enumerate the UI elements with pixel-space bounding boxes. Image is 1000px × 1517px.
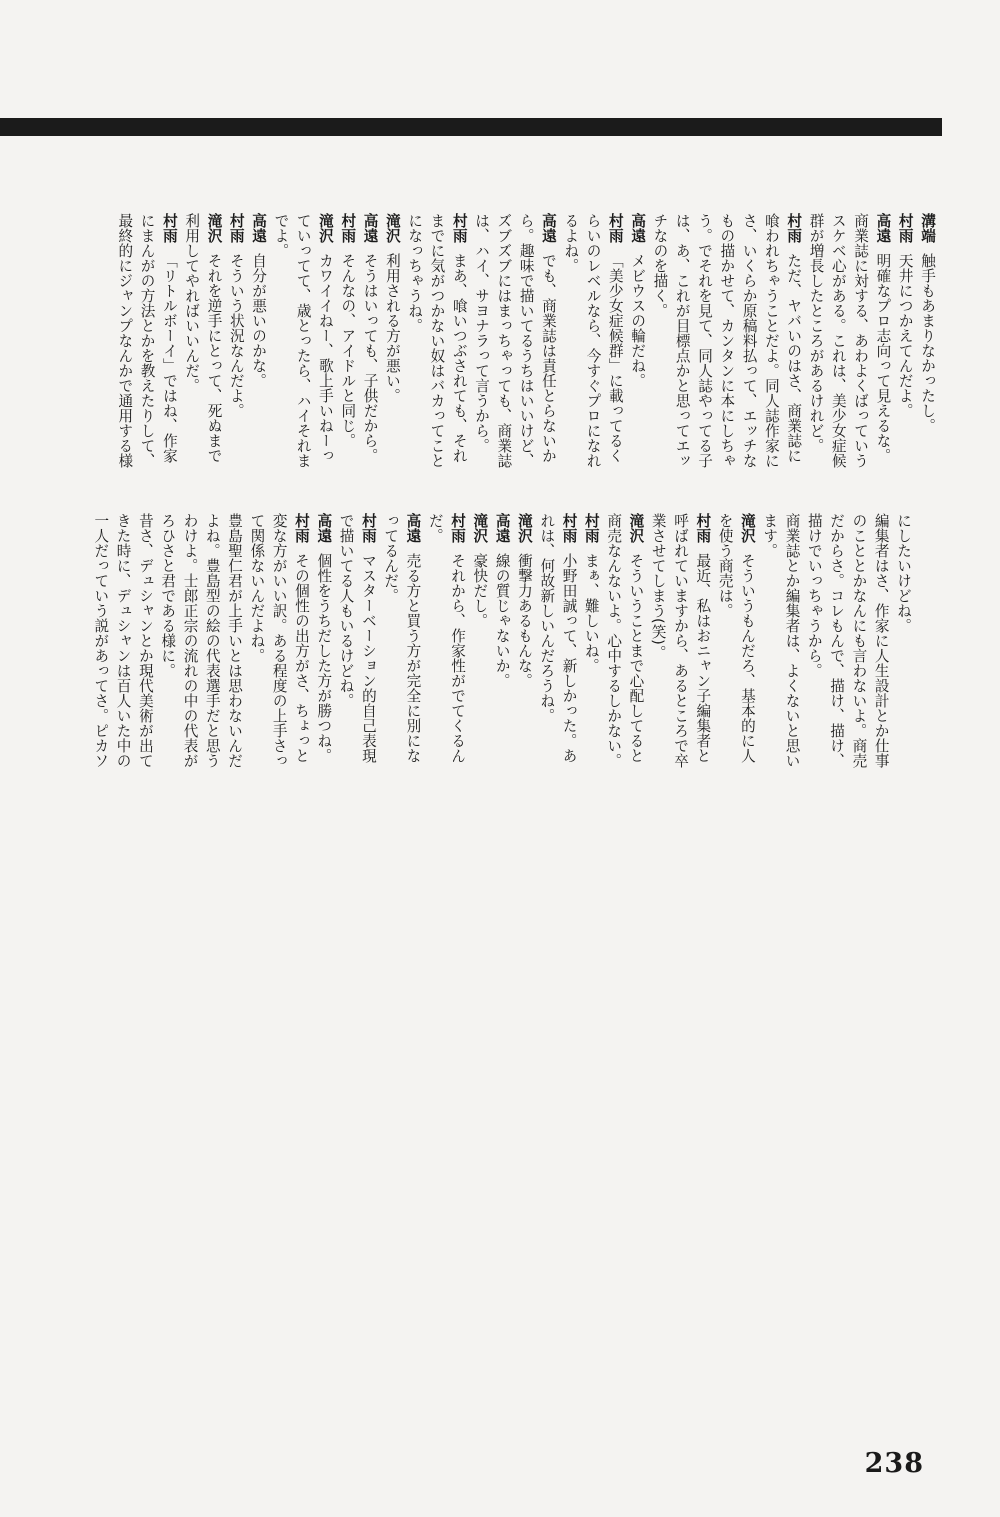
text-line bbox=[670, 213, 692, 501]
text-line bbox=[535, 513, 557, 801]
line-text: まあ、喰いつぶされても、それ bbox=[450, 253, 468, 464]
text-line bbox=[180, 213, 202, 501]
text-line bbox=[247, 213, 269, 501]
text-line bbox=[290, 513, 312, 801]
line-text: 自分が悪いのかな。 bbox=[250, 253, 268, 389]
line-text: 「リトルボーイ」ではね、作家 bbox=[160, 253, 178, 464]
speaker-name: 高遠 bbox=[404, 513, 422, 543]
line-text: 「美少女症候群」に載ってるく bbox=[606, 253, 624, 464]
speaker-name: 滝沢 bbox=[515, 513, 533, 543]
text-line bbox=[691, 513, 713, 801]
text-line bbox=[446, 513, 468, 801]
text-line bbox=[134, 513, 156, 801]
line-text: そんなの、アイドルと同じ。 bbox=[339, 253, 357, 449]
line-text: メビウスの輪だね。 bbox=[629, 253, 647, 389]
line-text: それから、作家性がでてくるん bbox=[449, 553, 467, 764]
text-line bbox=[470, 213, 492, 501]
line-text: ます。 bbox=[761, 513, 779, 558]
line-text: で描いてる人もいるけどね。 bbox=[337, 513, 355, 708]
speaker-name: 滝沢 bbox=[627, 513, 645, 543]
text-line bbox=[312, 513, 334, 801]
text-line bbox=[490, 513, 512, 801]
text-line bbox=[871, 213, 893, 501]
line-text: マスターベーション的自己表現 bbox=[359, 553, 377, 764]
text-line bbox=[893, 213, 915, 501]
speaker-name: 高遠 bbox=[361, 213, 379, 243]
line-text: わけよ。士郎正宗の流れの中の代表が bbox=[181, 513, 199, 768]
text-line bbox=[468, 513, 490, 801]
speaker-name: 高遠 bbox=[315, 513, 333, 543]
text-line bbox=[379, 513, 401, 801]
text-line bbox=[267, 513, 289, 801]
text-line bbox=[736, 513, 758, 801]
line-text: 変な方がいい訳。ある程度の上手さっ bbox=[270, 513, 288, 768]
text-line bbox=[737, 213, 759, 501]
line-text: 利用される方が悪い。 bbox=[383, 253, 401, 404]
text-line bbox=[804, 213, 826, 501]
text-line bbox=[758, 513, 780, 801]
text-line bbox=[782, 213, 804, 501]
text-line bbox=[869, 513, 891, 801]
line-text: チなのを描く。 bbox=[651, 213, 669, 318]
line-text: 衝撃力あるもんな。 bbox=[515, 553, 533, 689]
text-line bbox=[158, 213, 180, 501]
line-text: にまんがの方法とかを教えたりして、 bbox=[138, 213, 156, 468]
text-line bbox=[111, 513, 133, 801]
text-line bbox=[803, 513, 825, 801]
text-line bbox=[178, 513, 200, 801]
line-text: もの描かせて、カンタンに本にしちゃ bbox=[718, 213, 736, 468]
text-line bbox=[557, 513, 579, 801]
text-line bbox=[715, 213, 737, 501]
text-line bbox=[604, 213, 626, 501]
text-line bbox=[669, 513, 691, 801]
line-text: スケベ心がある。これは、美少女症候 bbox=[829, 213, 847, 468]
line-text: よね。豊島型の絵の代表選手だと思う bbox=[203, 513, 221, 768]
speaker-name: 村雨 bbox=[606, 213, 624, 243]
line-text: 昔さ、デュシャンとか現代美術が出て bbox=[136, 513, 154, 768]
line-text: 描けでいっちゃうから。 bbox=[805, 513, 823, 678]
line-text: きた時に、デュシャンは百人いた中の bbox=[114, 513, 132, 768]
text-line bbox=[580, 513, 602, 801]
speaker-name: 村雨 bbox=[227, 213, 245, 243]
line-text: だ。 bbox=[426, 513, 444, 543]
speaker-name: 高遠 bbox=[629, 213, 647, 243]
line-text: 豪快だし。 bbox=[471, 553, 489, 629]
text-line bbox=[646, 513, 668, 801]
speaker-name: 滝沢 bbox=[738, 513, 756, 543]
text-line bbox=[693, 213, 715, 501]
line-text: でよ。 bbox=[272, 213, 290, 258]
text-line bbox=[291, 213, 313, 501]
text-line bbox=[760, 213, 782, 501]
line-text: は、あ、これが目標点かと思ってエッ bbox=[673, 213, 691, 468]
line-text: 利用してやればいいんだ。 bbox=[183, 213, 201, 393]
text-line bbox=[202, 213, 224, 501]
line-text: を使う商売は。 bbox=[716, 513, 734, 618]
text-line bbox=[334, 513, 356, 801]
line-text: カワイイねー、歌上手いねーっ bbox=[316, 253, 334, 464]
text-line bbox=[381, 213, 403, 501]
text-line bbox=[648, 213, 670, 501]
text-line bbox=[713, 513, 735, 801]
line-text: 商売なんないよ。心中するしかない。 bbox=[605, 513, 623, 768]
text-line bbox=[113, 213, 135, 501]
text-line bbox=[916, 213, 938, 501]
text-line bbox=[135, 213, 157, 501]
line-text: 個性をうちだした方が勝つね。 bbox=[315, 553, 333, 764]
line-text: 最近、私はおニャン子編集者と bbox=[694, 553, 712, 764]
line-text: ってるんだ。 bbox=[382, 513, 400, 603]
speaker-name: 滝沢 bbox=[471, 513, 489, 543]
speaker-name: 村雨 bbox=[896, 213, 914, 243]
line-text: 最終的にジャンプなんかで通用する様 bbox=[116, 213, 134, 468]
text-line bbox=[89, 513, 111, 801]
text-line bbox=[223, 513, 245, 801]
line-text: 線の質じゃないか。 bbox=[493, 553, 511, 689]
line-text: は、ハイ、サヨナラって言うから。 bbox=[473, 213, 491, 453]
text-line bbox=[537, 213, 559, 501]
line-text: 呼ばれていますから、あるところで卒 bbox=[672, 513, 690, 768]
line-text: ていってて、歳とったら、ハイそれま bbox=[294, 213, 312, 468]
line-text: 商業誌に対する、あわよくばっていう bbox=[852, 213, 870, 468]
text-line bbox=[849, 213, 871, 501]
line-text: そういう状況なんだよ。 bbox=[227, 253, 245, 419]
line-text: るよね。 bbox=[562, 213, 580, 273]
line-text: までに気がつかない奴はバカってこと bbox=[428, 213, 446, 468]
speaker-name: 村雨 bbox=[694, 513, 712, 543]
speaker-name: 村雨 bbox=[785, 213, 803, 243]
line-text: 喰われちゃうことだよ。同人誌作家に bbox=[762, 213, 780, 468]
line-text: のこととかなんにも言わないよ。商売 bbox=[850, 513, 868, 768]
speaker-name: 溝端 bbox=[919, 213, 936, 243]
text-line bbox=[780, 513, 802, 801]
line-text: 豊島聖仁君が上手いとは思わないんだ bbox=[226, 513, 244, 768]
text-line bbox=[201, 513, 223, 801]
line-text: 触手もあまりなかったし。 bbox=[919, 253, 936, 434]
line-text: ズブズブにはまっちゃっても、商業誌 bbox=[495, 213, 513, 468]
text-line bbox=[602, 513, 624, 801]
text-line bbox=[892, 513, 914, 801]
speaker-name: 村雨 bbox=[359, 513, 377, 543]
speaker-name: 村雨 bbox=[582, 513, 600, 543]
line-text: その個性の出方がさ、ちょっと bbox=[292, 553, 310, 764]
text-line bbox=[357, 513, 379, 801]
text-line bbox=[269, 213, 291, 501]
line-text: ただ、ヤバいのはさ、商業誌に bbox=[785, 253, 803, 464]
line-text: らいのレベルなら、今すぐプロになれ bbox=[584, 213, 602, 468]
speaker-name: 村雨 bbox=[292, 513, 310, 543]
line-text: そうはいっても、子供だから。 bbox=[361, 253, 379, 464]
text-line bbox=[559, 213, 581, 501]
text-column-lower bbox=[74, 513, 914, 801]
speaker-name: 高遠 bbox=[539, 213, 557, 243]
line-text: 天井につかえてんだよ。 bbox=[896, 253, 914, 419]
line-text: ろひさと君である様に。 bbox=[159, 513, 177, 678]
speaker-name: 村雨 bbox=[450, 213, 468, 243]
speaker-name: 滝沢 bbox=[205, 213, 223, 243]
header-rule bbox=[0, 118, 942, 136]
line-text: 一人だっていう説があってさ。ピカソ bbox=[92, 513, 110, 768]
text-line bbox=[624, 513, 646, 801]
speaker-name: 村雨 bbox=[449, 513, 467, 543]
text-line bbox=[827, 213, 849, 501]
text-line bbox=[581, 213, 603, 501]
speaker-name: 滝沢 bbox=[383, 213, 401, 243]
text-line bbox=[245, 513, 267, 801]
text-line bbox=[156, 513, 178, 801]
line-text: そういうもんだろ、基本的に人 bbox=[738, 553, 756, 764]
line-text: 明確なプロ志向って見えるな。 bbox=[874, 253, 892, 464]
text-line bbox=[401, 513, 423, 801]
page-number: 238 bbox=[864, 1448, 924, 1479]
line-text: 編集者はさ、作家に人生設計とか仕事 bbox=[872, 513, 890, 768]
line-text: 商業誌とか編集者は、よくないと思い bbox=[783, 513, 801, 768]
line-text: さ、いくらか原稿料払って、エッチな bbox=[740, 213, 758, 468]
line-text: でも、商業誌は責任とらないか bbox=[539, 253, 557, 464]
line-text: ら。趣味で描いてるうちはいいけど、 bbox=[517, 213, 535, 468]
text-line bbox=[423, 513, 445, 801]
line-text: にしたいけどね。 bbox=[895, 513, 912, 633]
line-text: 売る方と買う方が完全に別にな bbox=[404, 553, 422, 764]
text-line bbox=[825, 513, 847, 801]
speaker-name: 高遠 bbox=[250, 213, 268, 243]
text-line bbox=[403, 213, 425, 501]
line-text: れは、何故新しいんだろうね。 bbox=[538, 513, 556, 723]
line-text: になっちゃうね。 bbox=[406, 213, 424, 333]
speaker-name: 村雨 bbox=[339, 213, 357, 243]
text-line bbox=[225, 213, 247, 501]
line-text: それを逆手にとって、死ぬまで bbox=[205, 253, 223, 464]
text-line bbox=[314, 213, 336, 501]
text-line bbox=[847, 513, 869, 801]
text-line bbox=[514, 213, 536, 501]
text-line bbox=[492, 213, 514, 501]
text-line bbox=[626, 213, 648, 501]
speaker-name: 村雨 bbox=[560, 513, 578, 543]
text-line bbox=[336, 213, 358, 501]
line-text: 群が増長したところがあるけれど。 bbox=[807, 213, 825, 453]
text-line bbox=[447, 213, 469, 501]
line-text: て関係ないんだよね。 bbox=[248, 513, 266, 663]
text-line bbox=[513, 513, 535, 801]
text-line bbox=[358, 213, 380, 501]
line-text: そういうことまで心配してると bbox=[627, 553, 645, 764]
text-line bbox=[425, 213, 447, 501]
line-text: う。でそれを見て、同人誌やってる子 bbox=[696, 213, 714, 468]
speaker-name: 滝沢 bbox=[316, 213, 334, 243]
speaker-name: 高遠 bbox=[874, 213, 892, 243]
line-text: 小野田誠って、新しかった。あ bbox=[560, 553, 578, 764]
text-column-upper bbox=[58, 213, 938, 501]
line-text: だからさ。コレもんで、描け、描け、 bbox=[828, 513, 846, 768]
line-text: まぁ、難しいね。 bbox=[582, 553, 600, 674]
line-text: 業させてしまう(笑)。 bbox=[649, 513, 667, 661]
speaker-name: 高遠 bbox=[493, 513, 511, 543]
speaker-name: 村雨 bbox=[160, 213, 178, 243]
